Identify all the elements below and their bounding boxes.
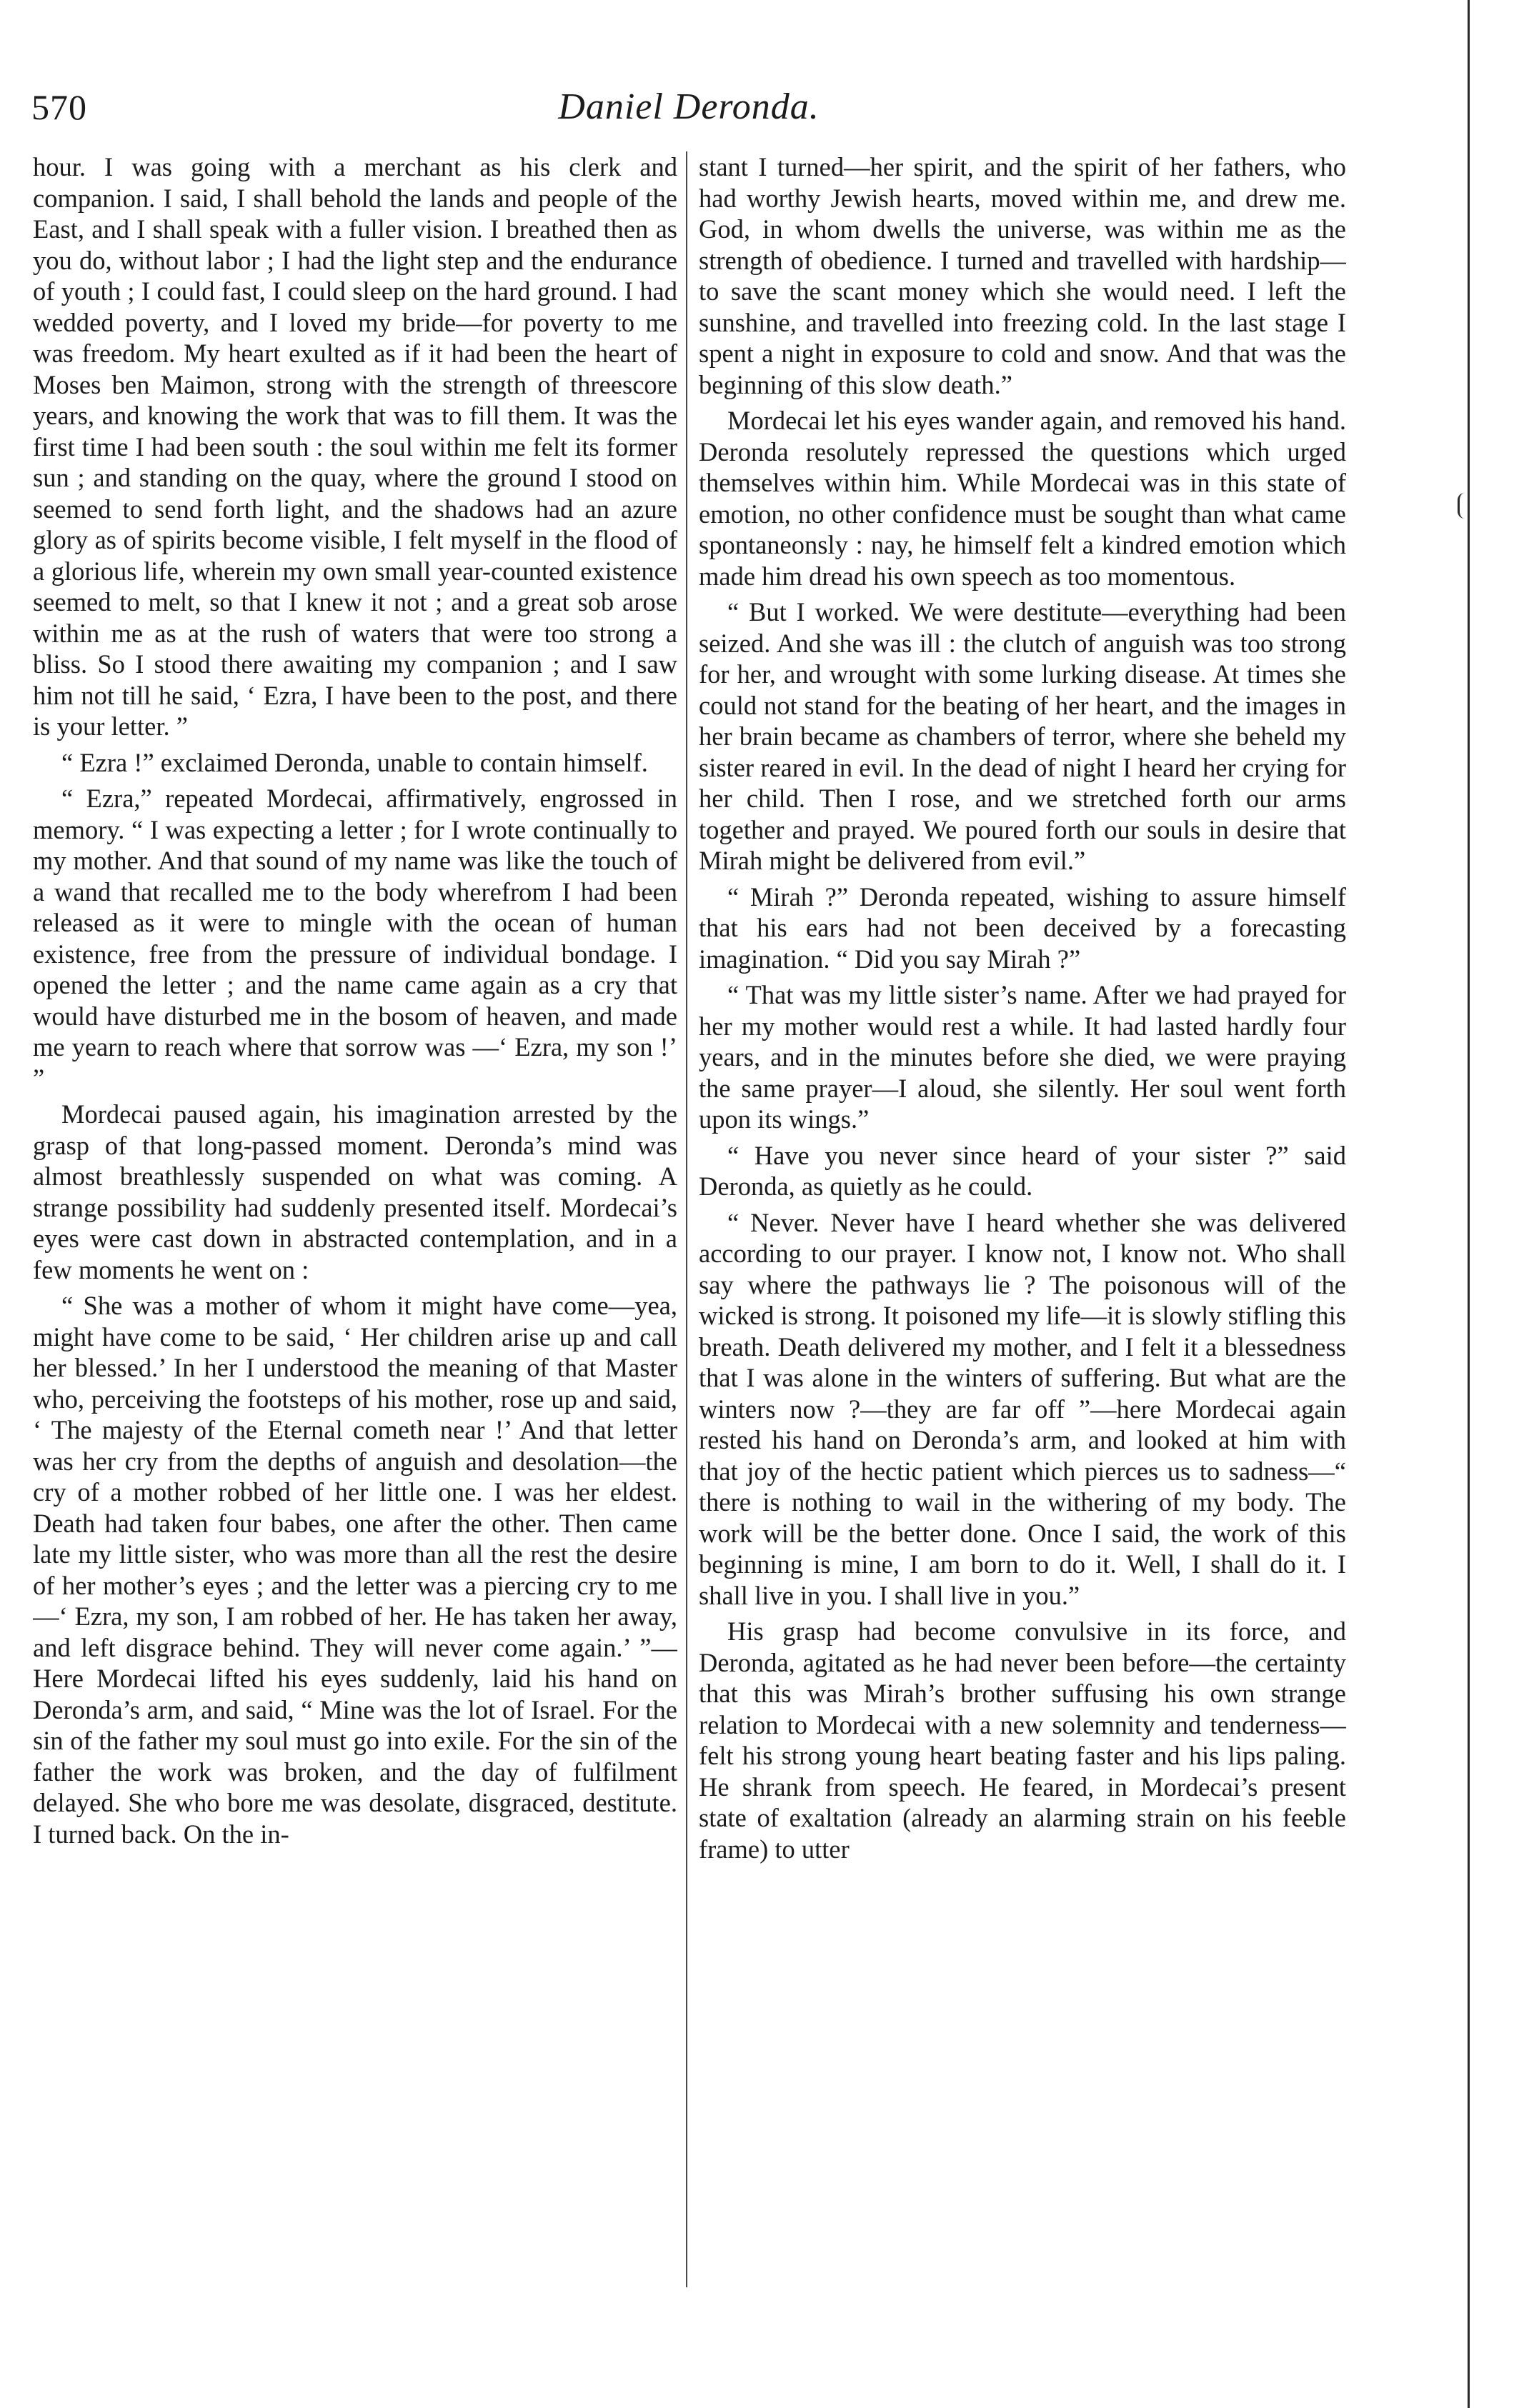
paragraph: “ But I worked. We were destitute—everything had been seized. And she was ill : the clutch of anguish was too strong for her, and wrought with some lurking disease. At times she could not stand for the beating of her heart, and the images in her brain became as chambers of terror, where she beheld my sister reared in evil. In the dead of night I heard her crying for her child. Then I rose, and we stretched forth our arms together and prayed. We poured forth our souls in desire that Mirah might be delivered from evil.” [699,597,1346,875]
paragraph: “ Ezra,” repeated Mordecai, affirmatively, engrossed in memory. “ I was expecting a letter ; for I wrote continually to my mother. And that sound of my name was like the touch of a wand that recalled me to the body wherefrom I had been released as it were to mingle with the ocean of human existence, free from the pressure of individual bondage. I opened the letter ; and the name came again as a cry that would have disturbed me in the bosom of heaven, and made me yearn to reach where that sorrow was —‘ Ezra, my son !’ ” [33,784,677,1093]
left-column [33,151,677,2309]
page-edge-line [1468,0,1470,2408]
page-edge-mark [1458,493,1467,519]
paragraph: “ Ezra !” exclaimed Deronda, unable to contain himself. [61,747,648,777]
right-column [699,151,1346,2309]
paragraph: “ That was my little sister’s name. After we had prayed for her my mother would rest a while. It had lasted hardly four years, and in the minutes before she died, we were praying the same prayer—I aloud, she silently. Her soul went forth upon its wings.” [699,980,1346,1134]
page-number: 570 [31,87,87,127]
page-header [31,79,1346,136]
paragraph: hour. I was going with a merchant as his clerk and companion. I said, I shall behold the lands and people of the East, and I shall speak with a fuller vision. I breathed then as you do, without labor ; I had the light step and the endurance of youth ; I could fast, I could sleep on the hard ground. I had wedded poverty, and I loved my bride—for poverty to me was freedom. My heart exulted as if it had been the heart of Moses ben Maimon, strong with the strength of threescore years, and knowing the work that was to fill them. It was the first time I had been south : the soul within me felt its former sun ; and standing on the quay, where the ground I stood on seemed to send forth light, and the shadows had an azure glory as of spirits become visible, I felt myself in the flood of a glorious life, wherein my own small year-counted existence seemed to melt, so that I knew it not ; and a great sob arose within me as at the rush of waters that were too strong a bliss. So I stood there awaiting my companion ; and I saw him not till he said, ‘ Ezra, I have been to the post, and there is your letter. ” [33,152,677,741]
paragraph: “ Have you never since heard of your sister ?” said Deronda, as quietly as he could. [699,1140,1346,1201]
paragraph: Mordecai paused again, his imagination arrested by the grasp of that long-passed moment. Deronda’s mind was almost breathlessly suspended on what was coming. A strange possibility had suddenly presented itself. Mordecai’s eyes were cast down in abstracted contemplation, and in a few moments he went on : [33,1099,677,1284]
paragraph: stant I turned—her spirit, and the spirit of her fathers, who had worthy Jewish hearts, moved within me, and drew me. God, in whom dwells the universe, was within me as the strength of obedience. I turned and travelled with hardship—to save the scant money which she would need. I left the sunshine, and travelled into freezing cold. In the last stage I spent a night in exposure to cold and snow. And that was the beginning of this slow death.” [699,152,1346,399]
paragraph: “ Mirah ?” Deronda repeated, wishing to assure himself that his ears had not been deceived by a forecasting imagination. “ Did you say Mirah ?” [699,881,1346,974]
paragraph: Mordecai let his eyes wander again, and removed his hand. Deronda resolutely repressed the questions which urged themselves within him. While Mordecai was in this state of emotion, no other confidence must be sought than what came spontaneonsly : nay, he himself felt a kindred emotion which made him dread his own speech as too momentous. [699,406,1346,591]
column-divider [686,151,687,2287]
running-title: Daniel Deronda. [558,86,820,127]
paragraph: His grasp had become convulsive in its force, and Deronda, agitated as he had never been before—the certainty that this was Mirah’s brother suffusing his own strange relation to Mordecai with a new solemnity and tenderness—felt his strong young heart beating faster and his lips paling. He shrank from speech. He feared, in Mordecai’s present state of exaltation (already an alarming strain on his feeble frame) to utter [699,1617,1346,1864]
paragraph: “ Never. Never have I heard whether she was delivered according to our prayer. I know not, I know not. Who shall say where the pathways lie ? The poisonous will of the wicked is strong. It poisoned my life—it is slowly stifling this breath. Death delivered my mother, and I felt it a blessedness that I was alone in the winters of suffering. But what are the winters now ?—they are far off ”—here Mordecai again rested his hand on Deronda’s arm, and looked at him with that joy of the hectic patient which pierces us to sadness—“ there is nothing to wail in the withering of my body. The work will be the better done. Once I said, the work of this beginning is mine, I am born to do it. Well, I shall do it. I shall live in you. I shall live in you.” [699,1207,1346,1610]
paragraph: “ She was a mother of whom it might have come—yea, might have come to be said, ‘ Her children arise up and call her blessed.’ In her I understood the meaning of that Master who, perceiving the footsteps of his mother, rose up and said, ‘ The majesty of the Eternal cometh near !’ And that letter was her cry from the depths of anguish and desolation—the cry of a mother robbed of her little one. I was her eldest. Death had taken four babes, one after the other. Then came late my little sister, who was more than all the rest the desire of her mother’s eyes ; and the letter was a piercing cry to me—‘ Ezra, my son, I am robbed of her. He has taken her away, and left disgrace behind. They will never come again.’ ”—Here Mordecai lifted his eyes suddenly, laid his hand on Deronda’s arm, and said, “ Mine was the lot of Israel. For the sin of the father my soul must go into exile. For the sin of the father the work was broken, and the day of fulfilment delayed. She who bore me was desolate, disgraced, destitute. I turned back. On the in- [33,1291,677,1849]
